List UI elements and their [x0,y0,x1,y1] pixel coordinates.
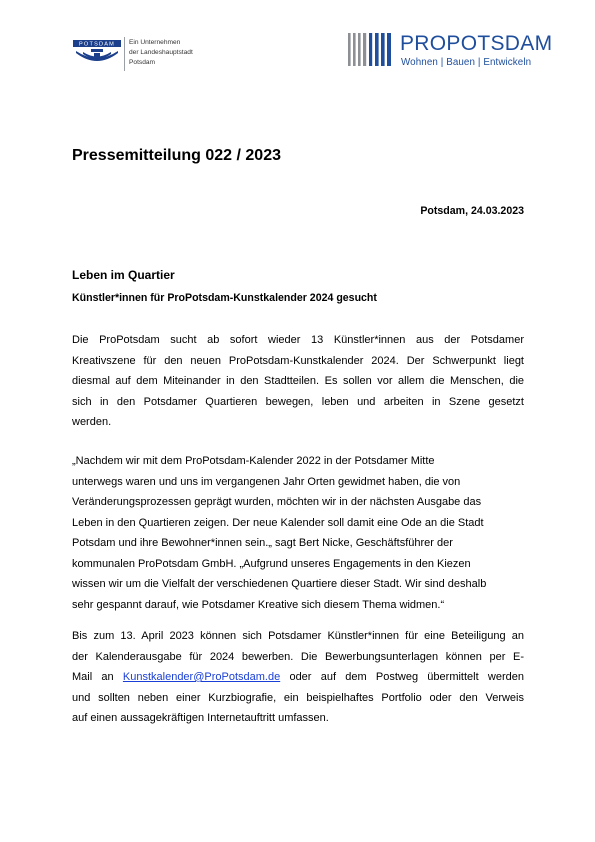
propotsdam-logo-wordmark [400,33,552,55]
paragraph-line: wissen wir um die Vielfalt der verschiedenen Quartiere dieser Stadt. Wir sind deshalb [72,578,487,590]
paragraph-quote [72,451,524,615]
city-text-line: Potsdam [129,59,156,66]
paragraph-line: „Nachdem wir mit dem ProPotsdam-Kalender 2022 in der Potsdamer Mitte [72,455,435,467]
paragraph-intro [72,330,524,433]
paragraph-line: Veränderungsprozessen geprägt wurden, möchten wir in der nächsten Ausgabe das [72,496,482,508]
paragraph-line: der Kalenderausgabe für 2024 bewerben. Die Bewerbungsunterlagen können per E- [72,650,524,663]
brand-name-part-2-text: POTSDAM [446,32,553,55]
paragraph-line: kommunalen ProPotsdam GmbH. „Aufgrund unseres Engagements in den Kiezen [72,557,471,570]
email-prefix-text: Mail an [72,671,123,683]
paragraph-line: auf einen aussagekräftigen Internetauftritt umfassen. [72,712,329,724]
logo-divider [124,37,125,71]
email-suffix-text: oder auf dem Postweg übermittelt werden [280,671,524,683]
potsdam-city-logo [72,39,122,69]
paragraph-line: Kreativszene für den neuen ProPotsdam-Kunstkalender 2024. Der Schwerpunkt liegt [72,354,524,367]
paragraph-line-with-email [72,667,524,688]
paragraph-line: Potsdam und ihre Bewohner*innen sein.„ sagt Bert Nicke, Geschäftsführer der [72,537,453,549]
city-logo-name: POTSDAM [78,41,116,48]
document-date: Potsdam, 24.03.2023 [420,205,524,217]
propotsdam-stripes-icon [347,32,397,70]
paragraph-line: sich in den Potsdamer Quartieren bewegen, leben und arbeiten in Szene gesetzt [72,395,524,408]
brand-name-part-2 [446,32,552,55]
paragraph-line: unterwegs waren und uns im vergangenen Jahr Orten gewidmet haben, die von [72,475,461,488]
press-release-title: Pressemitteilung 022 / 2023 [72,147,281,164]
brand-tagline: Wohnen | Bauen | Entwickeln [401,57,532,68]
email-link[interactable]: Kunstkalender@ProPotsdam.de [122,671,281,683]
paragraph-line: sehr gespannt darauf, wie Potsdamer Kreative sich diesem Thema widmen.“ [72,598,445,611]
paragraph-line: Bis zum 13. April 2023 können sich Potsdamer Künstler*innen für eine Beteiligung an [72,630,524,642]
city-logo-text [129,38,193,68]
section-subheading: Künstler*innen für ProPotsdam-Kunstkalender 2024 gesucht [72,292,377,304]
city-text-line: der Landeshauptstadt [129,49,193,56]
paragraph-line: Leben in den Quartieren zeigen. Der neue Kalender soll damit eine Ode an die Stadt [72,516,484,529]
brand-name-part-1: PRO [400,32,447,55]
city-text-line: Ein Unternehmen [129,39,181,46]
paragraph-line: und sollten neben einer Kurzbiografie, ein beispielhaftes Portfolio oder den Verweis [72,691,524,704]
paragraph-line: diesmal auf dem Miteinander in den Stadtteilen. Es sollen vor allem die Menschen, die [72,375,524,387]
paragraph-line: werden. [72,416,112,428]
paragraph-application [72,626,524,729]
section-heading: Leben im Quartier [72,268,175,282]
paragraph-line: Die ProPotsdam sucht ab sofort wieder 13 Künstler*innen aus der Potsdamer [72,334,524,346]
